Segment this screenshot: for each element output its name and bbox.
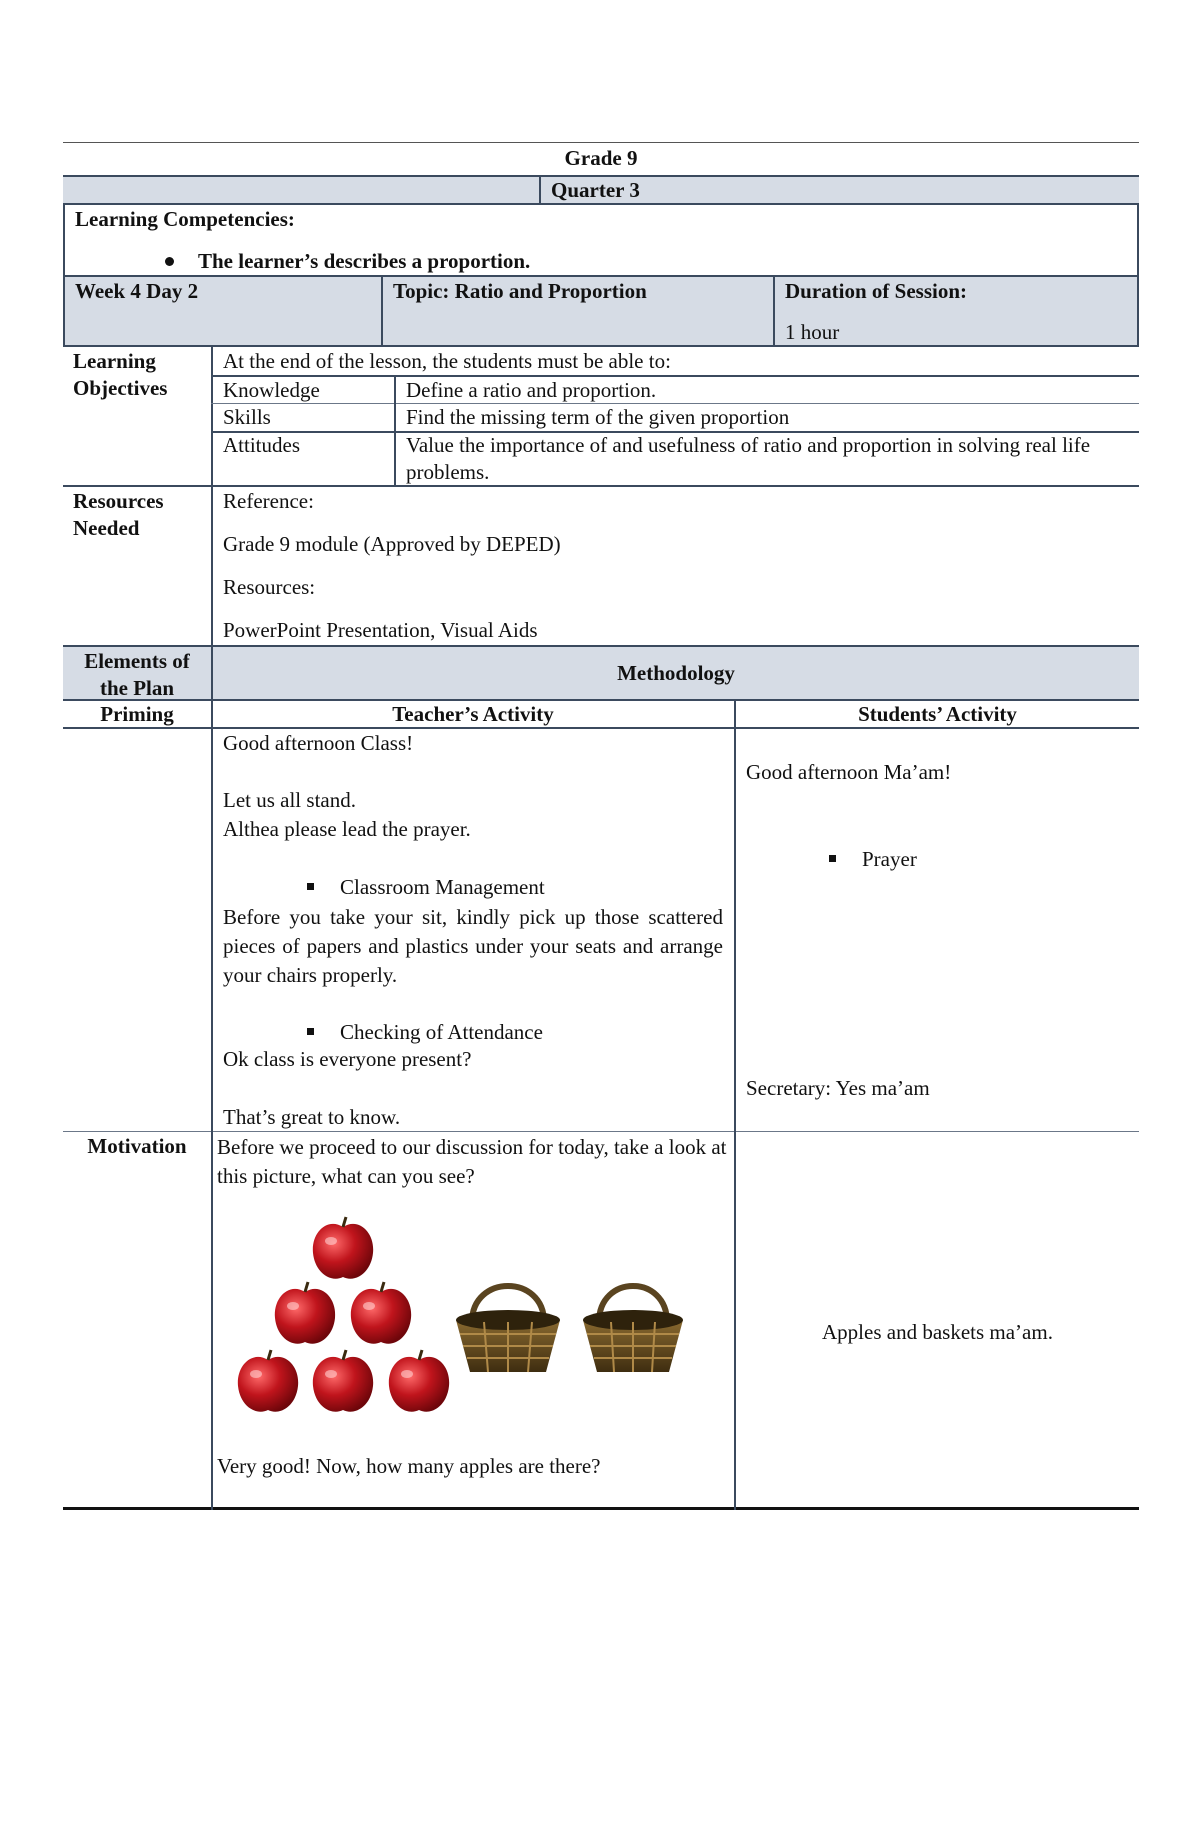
objective-domain-skills: Skills [223, 405, 271, 429]
duration-label: Duration of Session: [785, 279, 968, 303]
apples-baskets-picture [233, 1216, 703, 1422]
attendance-text: Checking of Attendance [340, 1020, 543, 1044]
bullet-square-icon [307, 883, 314, 890]
objective-domain-knowledge: Knowledge [223, 378, 320, 402]
teacher-prayer: Althea please lead the prayer. [223, 817, 471, 841]
classroom-instructions: Before you take your sit, kindly pick up those scattered pieces of papers and plastics under your seats and arrange your chairs properly. [223, 905, 723, 987]
objectives-intro: At the end of the lesson, the students must be able to: [223, 349, 671, 373]
objective-text-knowledge: Define a ratio and proportion. [406, 378, 657, 402]
quarter-title: Quarter 3 [551, 178, 640, 202]
topic: Topic: Ratio and Proportion [393, 279, 647, 303]
elements-label-line2: the Plan [99, 676, 175, 700]
apple-icon [275, 1282, 335, 1344]
motivation-student-answer: Apples and baskets ma’am. [822, 1320, 1053, 1344]
quarter-row [63, 175, 1139, 203]
reference-label: Reference: [223, 489, 314, 513]
competency-text: The learner’s describes a proportion. [198, 249, 531, 273]
objectives-label-line2: Objectives [73, 376, 168, 400]
apple-icon [351, 1282, 411, 1344]
objectives-label [73, 348, 167, 402]
resources-label-line1: Resources [73, 489, 164, 513]
secretary-response: Secretary: Yes ma’am [746, 1076, 930, 1100]
reference-value: Grade 9 module (Approved by DEPED) [223, 532, 561, 556]
objectives-label-line1: Learning [73, 349, 156, 373]
bullet-square-icon [829, 855, 836, 862]
plan-header-row [63, 645, 1139, 701]
top-rule [63, 142, 1139, 143]
duration-value: 1 hour [785, 320, 840, 344]
objectives-section [63, 347, 1139, 487]
grade-title: Grade 9 [564, 146, 638, 170]
objective-text-attitudes: Value the importance of and usefulness of ratio and proportion in solving real life problems. [406, 433, 1091, 484]
attendance-question: Ok class is everyone present? [223, 1047, 472, 1071]
teacher-activity-header: Teacher’s Activity [392, 702, 554, 726]
teacher-greeting: Good afternoon Class! [223, 731, 414, 755]
apple-icon [313, 1217, 373, 1279]
classroom-management-item [307, 874, 545, 901]
resources-section [63, 487, 1139, 645]
bullet-square-icon [307, 1028, 314, 1035]
motivation-teacher-question: Very good! Now, how many apples are there? [217, 1454, 601, 1478]
basket-icon [456, 1286, 560, 1372]
attendance-item [307, 1019, 543, 1046]
session-row [63, 277, 1139, 347]
motivation-teacher-intro: Before we proceed to our discussion for today, take a look at this picture, what can you see? [217, 1135, 727, 1188]
students-greeting: Good afternoon Ma’am! [746, 760, 952, 784]
competencies-label: Learning Competencies: [75, 207, 295, 231]
objective-text-skills: Find the missing term of the given proportion [406, 405, 790, 429]
resources-label-line2: Needed [73, 516, 140, 540]
objective-domain-attitudes: Attitudes [223, 433, 300, 457]
apple-icon [238, 1350, 298, 1412]
motivation-label: Motivation [87, 1134, 187, 1158]
elements-label-line1: Elements of [84, 649, 190, 673]
classroom-management-text: Classroom Management [340, 875, 545, 899]
apple-icon [389, 1350, 449, 1412]
resources-value: PowerPoint Presentation, Visual Aids [223, 618, 538, 642]
basket-icon [583, 1286, 683, 1372]
activity-header-row [63, 701, 1139, 729]
resources-label [73, 488, 164, 542]
priming-body [63, 729, 1139, 1132]
elements-label [63, 648, 211, 702]
competencies-box [63, 203, 1139, 277]
priming-label: Priming [100, 702, 174, 726]
week-day: Week 4 Day 2 [75, 279, 199, 303]
methodology-label: Methodology [617, 661, 735, 685]
motivation-section [63, 1132, 1139, 1510]
competency-item [165, 248, 530, 275]
teacher-stand: Let us all stand. [223, 788, 356, 812]
teacher-great: That’s great to know. [223, 1105, 401, 1129]
students-activity-header: Students’ Activity [858, 702, 1017, 726]
students-prayer-item [829, 846, 917, 873]
students-prayer-text: Prayer [862, 847, 917, 871]
apple-icon [313, 1350, 373, 1412]
bullet-icon [165, 257, 174, 266]
resources-type-label: Resources: [223, 575, 316, 599]
